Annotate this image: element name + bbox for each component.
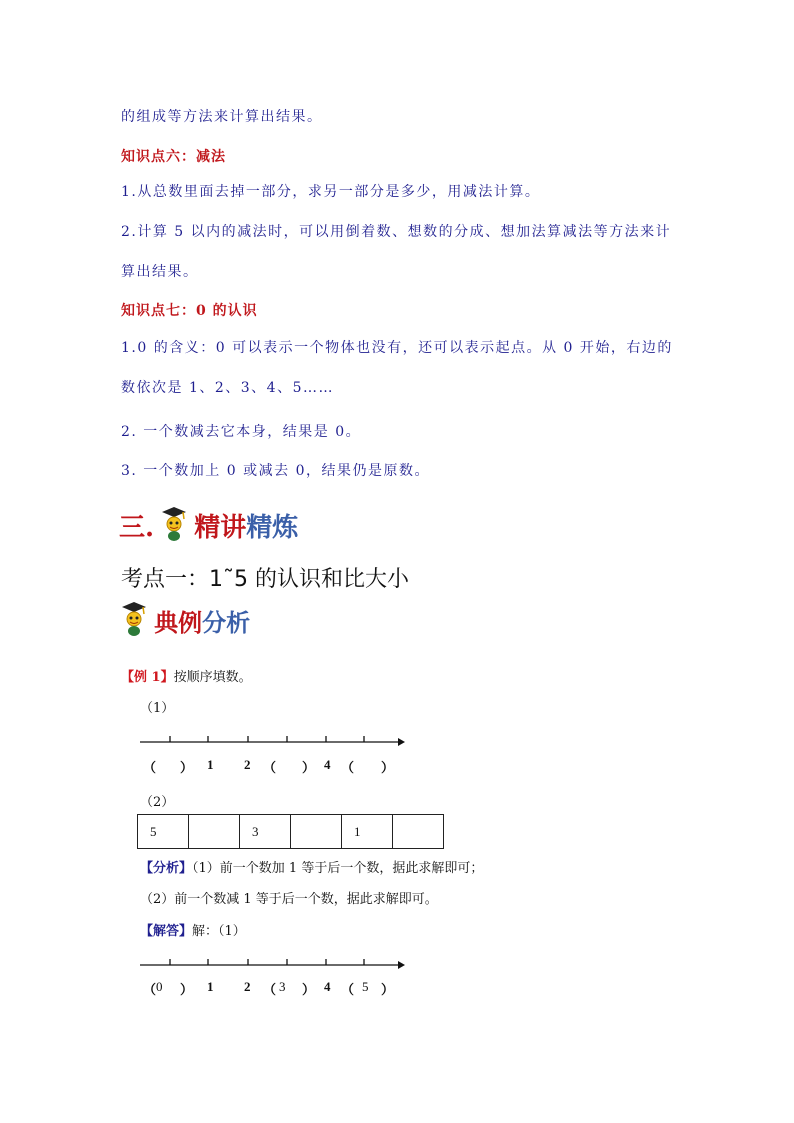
section-title-part-a: 精讲 [194,513,247,543]
analysis-line [140,857,483,876]
blank-open: （ [263,760,277,775]
blank-close: ） [180,760,194,775]
box-cell[interactable] [291,815,342,849]
text-line: 数依次是 1、2、3、4、5…… [121,380,334,396]
text-line: 3. 一个数加上 0 或减去 0，结果仍是原数。 [121,463,430,479]
box-cell: 3 [240,815,291,849]
blank-close: ） [381,760,395,775]
ticks [170,959,364,965]
section-title [119,506,298,546]
blank-close: ） [180,982,194,997]
dianli-part-a: 典例 [154,608,203,637]
answer-text: 解：（1） [192,924,246,939]
knowledge-heading-7: 知识点七：0 的认识 [121,303,258,319]
kaodian-heading: 考点一：1˜5 的认识和比大小 [121,567,409,592]
text-line: 2. 一个数减去它本身，结果是 0。 [121,424,362,440]
text-line: 1.从总数里面去掉一部分，求另一部分是多少，用减法计算。 [121,184,541,200]
blank-close: ） [302,982,316,997]
number-boxes [137,814,444,849]
text-line: 2.计算 5 以内的减法时，可以用倒着数、想数的分成、想加法算减法等方法来计 [121,224,672,240]
blank-close: ） [381,982,395,997]
text-line: 1.0 的含义：0 可以表示一个物体也没有，还可以表示起点。从 0 开始，右边的 [121,340,673,356]
number-label: 2 [244,757,251,772]
section-number: 三. [119,513,155,543]
example-tag: 【例 1】 [121,670,174,685]
blank-open: （ [341,760,355,775]
answer-line [140,920,246,939]
example-prompt [121,666,252,685]
section-title-part-b: 精炼 [246,513,299,543]
box-cell: 5 [138,815,189,849]
part-label: （2） [140,795,175,810]
blank-open: （ [341,982,355,997]
knowledge-heading-6: 知识点六：减法 [121,149,226,165]
answer-value: 3 [279,979,286,994]
number-line-1 [140,732,405,752]
part-label: （1） [140,701,175,716]
blank-close: ） [302,760,316,775]
analysis-text: （1）前一个数加 1 等于后一个数，据此求解即可； [192,861,484,876]
analysis-line: （2）前一个数减 1 等于后一个数，据此求解即可。 [140,892,438,907]
answer-tag: 【解答】 [140,924,193,939]
number-label: 1 [207,757,214,772]
analysis-tag: 【分析】 [140,861,193,876]
example-analysis-title [119,601,250,641]
number-label: 4 [324,757,331,772]
ticks [170,736,364,742]
blank-open: （ [143,760,157,775]
text-line: 算出结果。 [121,264,199,280]
blank-open: （ [263,982,277,997]
number-label: 1 [207,979,214,994]
box-cell[interactable] [393,815,444,849]
example-prompt-text: 按顺序填数。 [173,670,252,685]
box-cell[interactable] [189,815,240,849]
text-line: 的组成等方法来计算出结果。 [121,109,323,125]
blank-open: （ [143,982,157,997]
number-line-2 [140,955,405,975]
dianli-part-b: 分析 [202,608,251,637]
answer-value: 0 [156,979,163,994]
box-cell: 1 [342,815,393,849]
answer-value: 5 [362,979,369,994]
number-label: 2 [244,979,251,994]
mascot-icon [159,506,189,542]
mascot-icon [119,601,149,637]
number-label: 4 [324,979,331,994]
